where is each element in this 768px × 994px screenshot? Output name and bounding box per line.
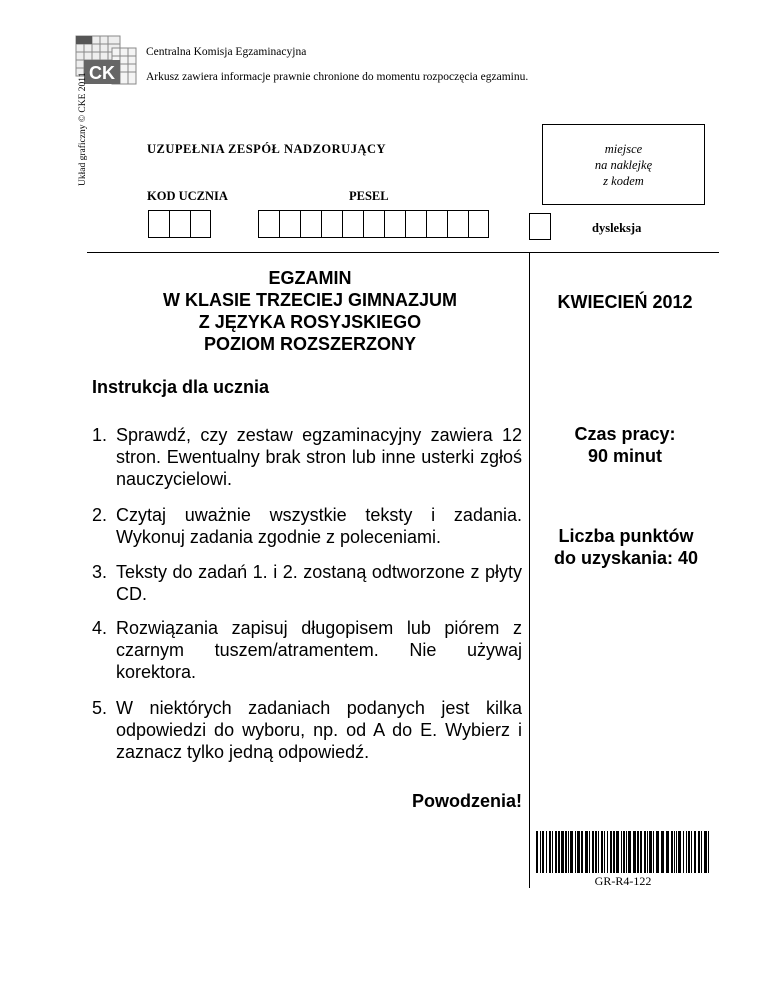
- barcode-bar: [610, 831, 612, 873]
- input-cell[interactable]: [342, 210, 363, 238]
- instruction-item: [92, 617, 522, 683]
- pesel-label: PESEL: [349, 189, 389, 203]
- instruction-text: Sprawdź, czy zestaw egzaminacyjny zawiera 12 stron. Ewentualny brak stron lub inne usterki zgłoś nauczycielowi.: [116, 425, 522, 489]
- barcode-bar: [637, 831, 639, 873]
- barcode-bar: [540, 831, 541, 873]
- instruction-item: [92, 697, 522, 763]
- barcode-bar: [633, 831, 636, 873]
- barcode-bar: [640, 831, 642, 873]
- barcode-bar: [616, 831, 619, 873]
- svg-text:CK: CK: [89, 63, 115, 83]
- instructions-title: Instrukcja dla ucznia: [92, 377, 270, 397]
- barcode-bar: [683, 831, 684, 873]
- instruction-number: 1.: [92, 425, 108, 445]
- barcode-bar: [549, 831, 551, 873]
- student-code-field[interactable]: [148, 210, 211, 238]
- input-cell[interactable]: [190, 210, 211, 238]
- barcode-bar: [666, 831, 669, 873]
- barcode-bar: [561, 831, 564, 873]
- exam-title-line: Z JĘZYKA ROSYJSKIEGO: [198, 312, 422, 332]
- barcode-bar: [628, 831, 631, 873]
- barcode-bar: [546, 831, 547, 873]
- pesel-field[interactable]: [258, 210, 489, 238]
- input-cell[interactable]: [363, 210, 384, 238]
- barcode-bar: [555, 831, 557, 873]
- barcode-bar: [592, 831, 594, 873]
- instruction-item: [92, 424, 522, 490]
- barcode-bar: [674, 831, 675, 873]
- organization-name: Centralna Komisja Egzaminacyjna: [146, 46, 307, 58]
- barcode-bar: [656, 831, 659, 873]
- instruction-text: Teksty do zadań 1. i 2. zostaną odtworzone z płyty CD.: [116, 562, 522, 604]
- barcode-bar: [698, 831, 700, 873]
- input-cell[interactable]: [258, 210, 279, 238]
- barcode-bar: [581, 831, 583, 873]
- barcode-bar: [644, 831, 646, 873]
- barcode-bar: [595, 831, 597, 873]
- barcode-bar: [626, 831, 627, 873]
- instruction-number: 5.: [92, 698, 108, 718]
- input-cell[interactable]: [384, 210, 405, 238]
- barcode-bar: [558, 831, 560, 873]
- work-time: Czas pracy: 90 minut: [574, 424, 676, 466]
- input-cell[interactable]: [300, 210, 321, 238]
- barcode-bar: [565, 831, 567, 873]
- barcode-bar: [598, 831, 599, 873]
- exam-date: KWIECIEŃ 2012: [557, 292, 693, 312]
- barcode-bar: [678, 831, 681, 873]
- horizontal-divider: [87, 252, 719, 253]
- copyright-text: Układ graficzny © CKE 2011: [78, 72, 88, 186]
- barcode-bar: [552, 831, 553, 873]
- vertical-divider: [529, 252, 530, 888]
- barcode-bar: [649, 831, 652, 873]
- instruction-text: Czytaj uważnie wszystkie teksty i zadania. Wykonuj zadania zgodnie z poleceniami.: [116, 505, 522, 547]
- confidentiality-notice: Arkusz zawiera informacje prawnie chronione do momentu rozpoczęcia egzaminu.: [146, 71, 529, 83]
- dyslexia-checkbox[interactable]: [529, 213, 551, 240]
- barcode-bar: [601, 831, 603, 873]
- sticker-placeholder-text: miejsce na naklejkę z kodem: [594, 141, 653, 188]
- barcode-image: [535, 831, 711, 873]
- barcode-bar: [607, 831, 608, 873]
- barcode-bar: [661, 831, 664, 873]
- barcode-bar: [604, 831, 605, 873]
- exam-title-line: EGZAMIN: [268, 268, 352, 288]
- barcode-bar: [691, 831, 692, 873]
- barcode-bar: [686, 831, 687, 873]
- exam-title-line: W KLASIE TRZECIEJ GIMNAZJUM: [162, 290, 457, 310]
- barcode-bar: [671, 831, 673, 873]
- barcode-bar: [589, 831, 590, 873]
- input-cell[interactable]: [169, 210, 190, 238]
- input-cell[interactable]: [468, 210, 489, 238]
- input-cell[interactable]: [148, 210, 169, 238]
- barcode-bar: [704, 831, 707, 873]
- input-cell[interactable]: [426, 210, 447, 238]
- barcode-bar: [568, 831, 569, 873]
- barcode-bar: [676, 831, 677, 873]
- barcode-bar: [694, 831, 696, 873]
- good-luck-text: Powodzenia!: [411, 791, 522, 811]
- barcode-bar: [621, 831, 622, 873]
- max-points: Liczba punktów do uzyskania: 40: [553, 526, 699, 568]
- instruction-text: Rozwiązania zapisuj długopisem lub piórem z czarnym tuszem/atramentem. Nie używaj korektora.: [116, 618, 522, 682]
- barcode-bar: [585, 831, 588, 873]
- instruction-item: [92, 504, 522, 548]
- barcode-bar: [688, 831, 690, 873]
- barcode-bar: [577, 831, 580, 873]
- barcode-bar: [653, 831, 654, 873]
- barcode-bar: [701, 831, 702, 873]
- supervisor-section-title: UZUPEŁNIA ZESPÓŁ NADZORUJĄCY: [147, 142, 387, 156]
- dyslexia-label: dysleksja: [592, 221, 642, 235]
- barcode-code: GR-R4-122: [594, 874, 652, 888]
- student-code-label: KOD UCZNIA: [147, 189, 228, 203]
- instruction-item: [92, 561, 522, 605]
- instruction-text: W niektórych zadaniach podanych jest kilka odpowiedzi do wyboru, np. od A do E. Wybierz i zaznacz tylko jedną odpowiedź.: [116, 698, 522, 762]
- barcode-bar: [613, 831, 615, 873]
- input-cell[interactable]: [405, 210, 426, 238]
- instruction-number: 4.: [92, 618, 108, 638]
- barcode-bar: [575, 831, 576, 873]
- barcode-bar: [623, 831, 625, 873]
- exam-title-line: POZIOM ROZSZERZONY: [203, 334, 416, 354]
- barcode-bar: [570, 831, 573, 873]
- instruction-number: 3.: [92, 562, 108, 582]
- sticker-placeholder-box: [542, 124, 705, 205]
- instruction-number: 2.: [92, 505, 108, 525]
- barcode-bar: [542, 831, 544, 873]
- input-cell[interactable]: [279, 210, 300, 238]
- input-cell[interactable]: [321, 210, 342, 238]
- barcode-bar: [708, 831, 709, 873]
- input-cell[interactable]: [447, 210, 468, 238]
- barcode-bar: [536, 831, 538, 873]
- exam-title: [110, 267, 510, 355]
- barcode-bar: [647, 831, 648, 873]
